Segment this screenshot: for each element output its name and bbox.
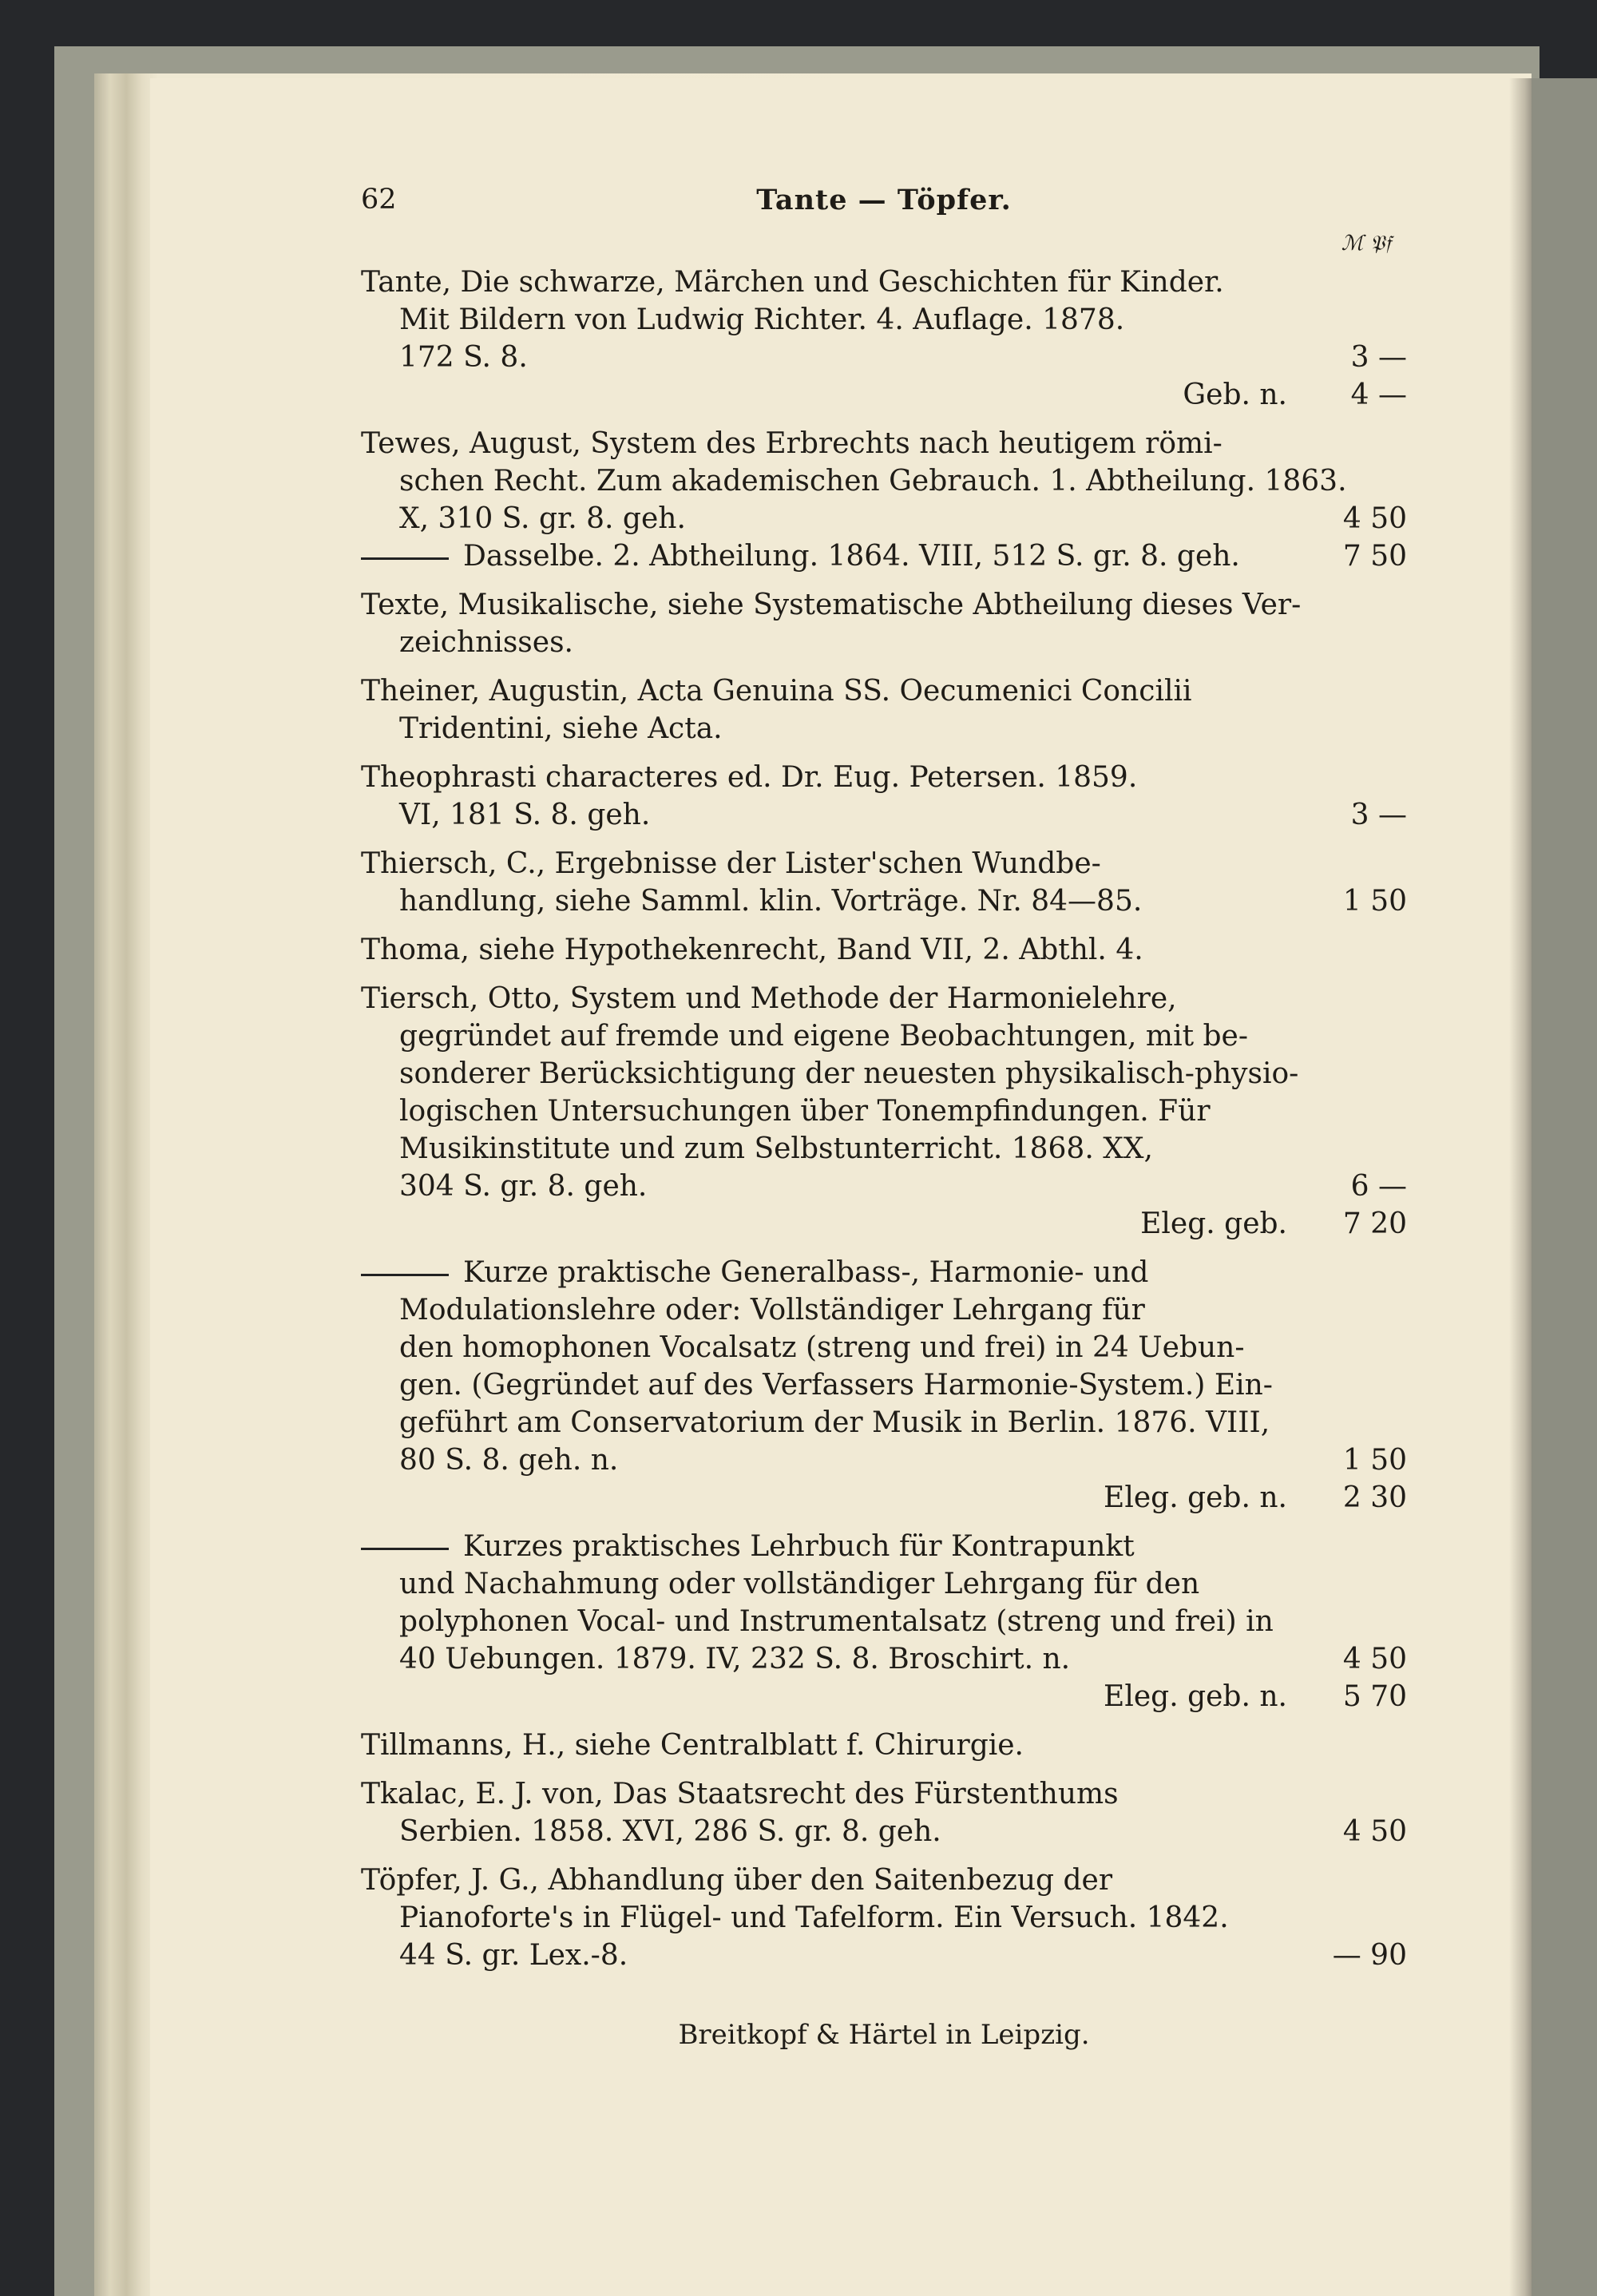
page-number: 62 [361,184,397,216]
entry-line: den homophonen Vocalsatz (streng und frei) in 24 Uebun- [399,1331,1245,1364]
entry-line: Eleg. geb. n. 5 70 [361,1678,1407,1715]
entry-line: Musikinstitute und zum Selbstunterricht. 1868. XX, [399,1132,1153,1165]
entry-tkalac [361,1775,1407,1850]
entry-line: Tkalac, E. J. von, Das Staatsrecht des Fürstenthums [361,1778,1119,1810]
entry-tewes [361,425,1407,575]
entry-thiersch [361,845,1407,920]
entry-line: 304 S. gr. 8. geh. 6 — [361,1168,1407,1205]
entry-line: Geb. n. 4 — [361,376,1407,414]
entry-line: X, 310 S. gr. 8. geh. 4 50 [361,500,1407,537]
price: 5 70 [1342,1680,1407,1713]
entry-line: 44 S. gr. Lex.-8. — 90 [361,1937,1407,1974]
price: 2 30 [1342,1481,1407,1514]
entry-line: und Nachahmung oder vollständiger Lehrgang für den [399,1568,1200,1600]
entry-tante [361,264,1407,414]
entry-line: Tridentini, siehe Acta. [399,712,723,745]
page-content [361,184,1407,1985]
entry-line: geführt am Conservatorium der Musik in Berlin. 1876. VIII, [399,1406,1270,1439]
entry-line: zeichnisses. [399,626,574,659]
ditto-dash [361,1274,449,1276]
entry-line: VI, 181 S. 8. geh. 3 — [361,796,1407,834]
price: — 90 [1332,1939,1407,1972]
entry-generalbass [361,1254,1407,1517]
price: 7 20 [1342,1207,1407,1240]
entry-line: Serbien. 1858. XVI, 286 S. gr. 8. geh. 4 50 [361,1813,1407,1850]
entry-line: sonderer Berücksichtigung der neuesten physikalisch-physio- [399,1057,1299,1090]
entry-line: gen. (Gegründet auf des Verfassers Harmonie-System.) Ein- [399,1369,1273,1402]
page-header [361,184,1407,232]
entry-line: Thiersch, C., Ergebnisse der Lister'schen Wundbe- [361,847,1101,880]
price: 1 50 [1342,885,1407,918]
entry-line: Eleg. geb. n. 2 30 [361,1479,1407,1517]
price: 3 — [1350,341,1407,374]
price: 6 — [1350,1170,1407,1203]
price: 7 50 [1342,540,1407,573]
entry-line: logischen Untersuchungen über Tonempfindungen. Für [399,1095,1211,1128]
publisher-footer: Breitkopf & Härtel in Leipzig. [678,2019,1090,2051]
entry-tiersch [361,980,1407,1243]
entry-line: Töpfer, J. G., Abhandlung über den Saitenbezug der [361,1864,1113,1897]
price: 3 — [1350,799,1407,831]
entry-theophrasti [361,759,1407,834]
entry-texte [361,586,1407,661]
ditto-dash [361,557,449,560]
price: 4 50 [1342,502,1407,535]
entry-line: Theophrasti characteres ed. Dr. Eug. Petersen. 1859. [361,761,1138,794]
entry-line: Kurzes praktisches Lehrbuch für Kontrapunkt [361,1528,1407,1565]
entry-line: Tillmanns, H., siehe Centralblatt f. Chirurgie. [361,1729,1024,1762]
entry-line: 80 S. 8. geh. n. 1 50 [361,1441,1407,1479]
entry-thoma [361,931,1407,969]
entry-line: Kurze praktische Generalbass-, Harmonie- und [361,1254,1407,1291]
entry-toepfer [361,1862,1407,1974]
units-label: ℳ 𝔓𝔣 [1341,232,1391,256]
entry-line: Tiersch, Otto, System und Methode der Harmonielehre, [361,982,1177,1015]
entry-line: 172 S. 8. 3 — [361,339,1407,376]
entry-line: Dasselbe. 2. Abtheilung. 1864. VIII, 512 S. gr. 8. geh. 7 50 [361,537,1407,575]
price: 1 50 [1342,1444,1407,1477]
entry-kontrapunkt [361,1528,1407,1715]
entry-line: Mit Bildern von Ludwig Richter. 4. Auflage. 1878. [399,303,1125,336]
entry-line: gegründet auf fremde und eigene Beobachtungen, mit be- [399,1020,1249,1053]
entry-line: Eleg. geb. 7 20 [361,1205,1407,1243]
entry-line: schen Recht. Zum akademischen Gebrauch. 1. Abtheilung. 1863. [399,465,1347,498]
entry-line: Pianoforte's in Flügel- und Tafelform. Ein Versuch. 1842. [399,1901,1229,1934]
entry-line: Texte, Musikalische, siehe Systematische Abtheilung dieses Ver- [361,589,1302,621]
ditto-dash [361,1548,449,1550]
entry-tillmanns [361,1727,1407,1764]
entry-line: Theiner, Augustin, Acta Genuina SS. Oecumenici Concilii [361,675,1192,708]
entry-line: Thoma, siehe Hypothekenrecht, Band VII, 2. Abthl. 4. [361,934,1143,966]
running-title: Tante — Töpfer. [756,184,1012,216]
entry-line: 40 Uebungen. 1879. IV, 232 S. 8. Broschirt. n. 4 50 [361,1640,1407,1678]
entry-theiner [361,672,1407,747]
facing-page-edge [1532,78,1597,2296]
entry-line: Tewes, August, System des Erbrechts nach heutigem römi- [361,427,1223,460]
price: 4 50 [1342,1643,1407,1675]
entry-line: Tante, Die schwarze, Märchen und Geschichten für Kinder. [361,266,1224,299]
price: 4 50 [1342,1815,1407,1848]
entry-line: polyphonen Vocal- und Instrumentalsatz (streng und frei) in [399,1605,1274,1638]
entry-line: handlung, siehe Samml. klin. Vorträge. Nr. 84—85. 1 50 [361,882,1407,920]
price: 4 — [1350,379,1407,411]
entry-line: Modulationslehre oder: Vollständiger Lehrgang für [399,1294,1145,1326]
currency-units [361,232,1407,264]
